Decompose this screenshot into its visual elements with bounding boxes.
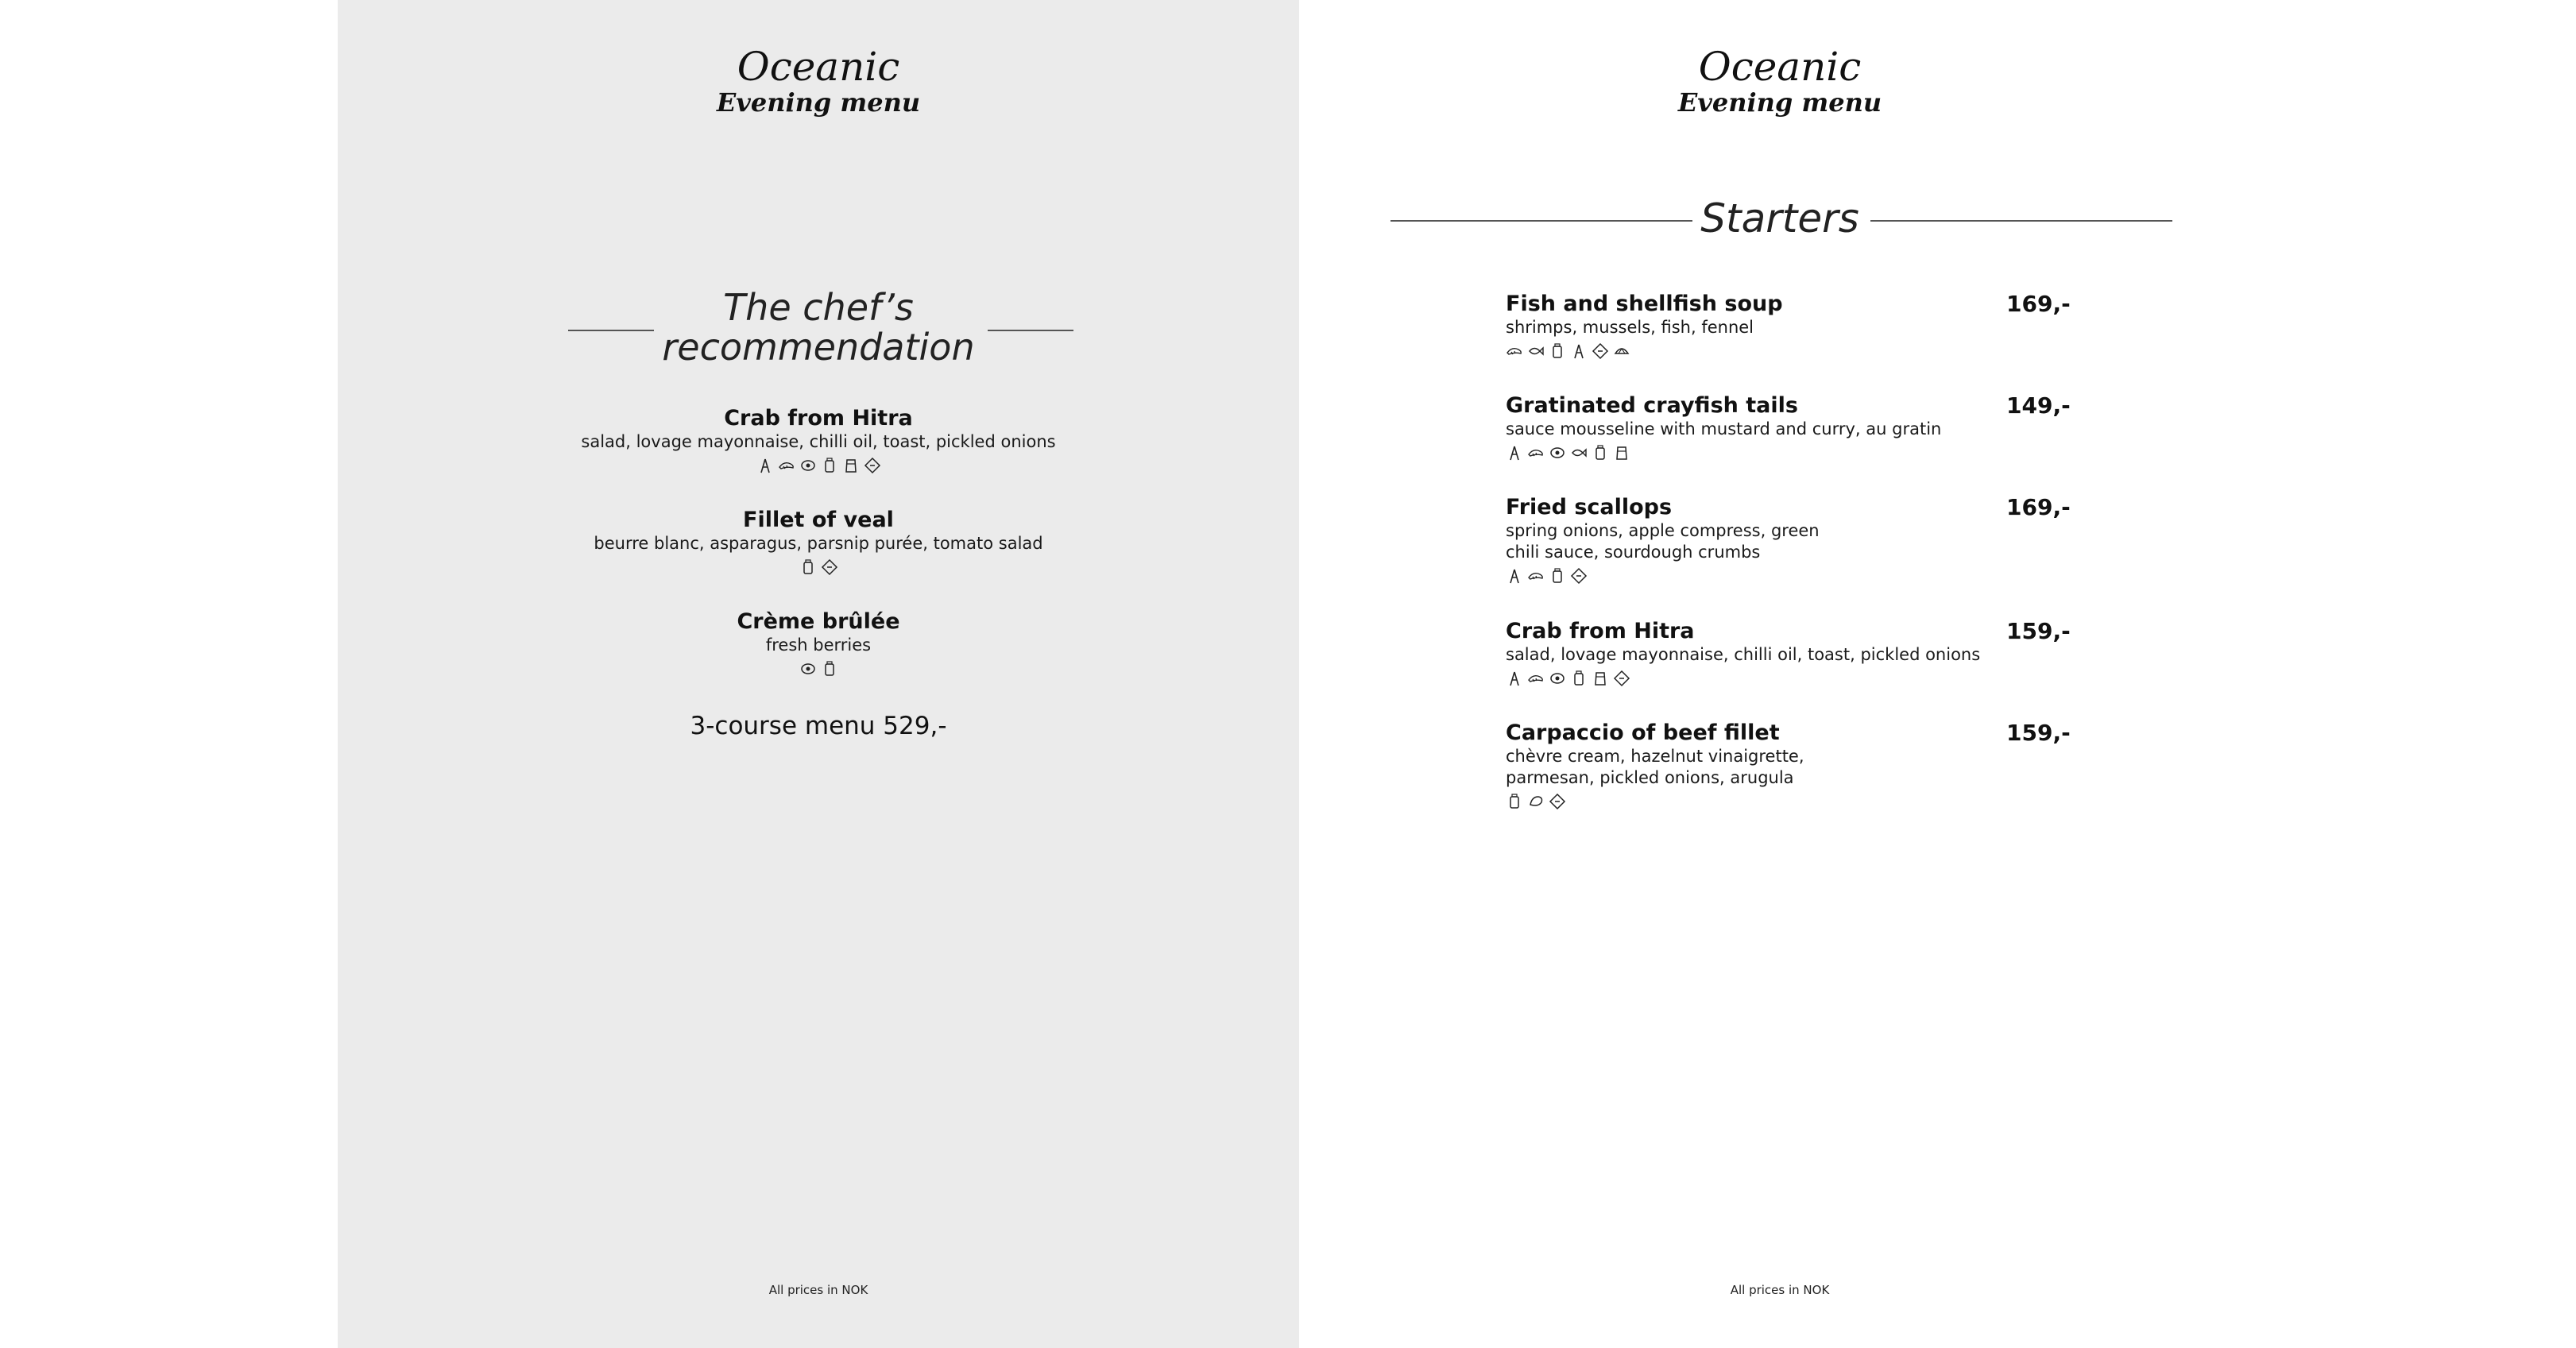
item-price: 159,- [2006,618,2071,644]
shellfish-icon [778,457,795,474]
brand-header [1299,44,2261,118]
egg-icon [1549,444,1566,462]
celery-icon [1506,670,1523,687]
item-description-line: chili sauce, sourdough crumbs [1506,543,1761,562]
menu-subtitle: Evening menu [1677,87,1882,118]
celery-icon [756,457,774,474]
course-menu-price: 3-course menu 529,- [690,712,947,740]
item-price: 169,- [2006,494,2071,520]
allergen-icons [1506,566,2062,586]
shellfish-icon [1527,670,1545,687]
menu-item [338,609,1299,679]
sulphite-icon [1592,342,1609,360]
item-name: Gratinated crayfish tails [1506,393,1798,418]
milk-icon [842,457,860,474]
allergen-icons [338,557,1299,577]
shellfish-icon [1506,342,1523,360]
milk-icon [1613,444,1630,462]
sulphite-icon [1549,793,1566,810]
section-title [338,288,1299,367]
price-footer: All prices in NOK [768,1283,868,1297]
mustard-icon [821,660,838,678]
mustard-icon [799,558,817,576]
fish-icon [1527,342,1545,360]
item-description [1506,644,1982,666]
item-description-line: salad, lovage mayonnaise, chilli oil, toast, pickled onions [1506,645,1981,664]
allergen-icons [338,659,1299,679]
menu-item [1506,494,2071,586]
mollusc-icon [1613,342,1630,360]
mustard-icon [1570,670,1588,687]
menu-item [1506,291,2071,361]
item-description-line: sauce mousseline with mustard and curry, au gratin [1506,419,1942,438]
item-price: 169,- [2006,291,2071,317]
item-description: salad, lovage mayonnaise, chilli oil, toast, pickled onions [581,432,1056,451]
left-menu-page [338,0,1299,1348]
section-title: Starters [1700,195,1859,241]
item-name: Carpaccio of beef fillet [1506,720,1780,745]
nut-icon [1527,793,1545,810]
menu-item [338,508,1299,577]
item-description: fresh berries [765,635,872,655]
item-name: Fillet of veal [743,508,894,532]
allergen-icons [1506,668,2062,689]
mustard-icon [1592,444,1609,462]
celery-icon [1506,444,1523,462]
mustard-icon [1549,342,1566,360]
item-description-line: shrimps, mussels, fish, fennel [1506,318,1754,337]
item-description [1506,317,1982,338]
sulphite-icon [1613,670,1630,687]
allergen-icons [1506,341,2062,361]
item-name: Crème brûlée [737,609,900,634]
item-name: Fish and shellfish soup [1506,292,1783,316]
menu-subtitle: Evening menu [716,87,921,118]
item-name: Crab from Hitra [1506,619,1695,643]
celery-icon [1506,567,1523,585]
shellfish-icon [1527,444,1545,462]
celery-icon [1570,342,1588,360]
right-menu-page [1299,0,2261,1348]
item-description: beurre blanc, asparagus, parsnip purée, tomato salad [594,534,1043,553]
item-description-line: parmesan, pickled onions, arugula [1506,768,1794,787]
brand-name: Oceanic [1698,44,1862,90]
item-description [1506,746,1982,789]
mustard-icon [1506,793,1523,810]
item-name: Crab from Hitra [724,406,913,431]
allergen-icons [1506,791,2062,812]
item-name: Fried scallops [1506,495,1673,520]
shellfish-icon [1527,567,1545,585]
menu-item [1506,618,2071,689]
menu-item [1506,720,2071,812]
item-description-line: spring onions, apple compress, green [1506,521,1820,540]
egg-icon [799,660,817,678]
brand-header [338,44,1299,118]
menu-item [1506,392,2071,463]
item-description-line: chèvre cream, hazelnut vinaigrette, [1506,747,1804,766]
item-description [1506,419,1982,440]
allergen-icons [1506,442,2062,463]
brand-name: Oceanic [737,44,900,90]
section-title-line2: recommendation [662,326,975,369]
milk-icon [1592,670,1609,687]
mustard-icon [821,457,838,474]
item-price: 159,- [2006,720,2071,746]
price-footer: All prices in NOK [1730,1283,1830,1297]
egg-icon [799,457,817,474]
section-title-line1: The chef’s [723,286,914,329]
mustard-icon [1549,567,1566,585]
allergen-icons [338,455,1299,476]
fish-icon [1570,444,1588,462]
menu-item [338,406,1299,476]
sulphite-icon [864,457,881,474]
item-description [1506,520,1982,563]
egg-icon [1549,670,1566,687]
sulphite-icon [821,558,838,576]
item-price: 149,- [2006,392,2071,419]
sulphite-icon [1570,567,1588,585]
